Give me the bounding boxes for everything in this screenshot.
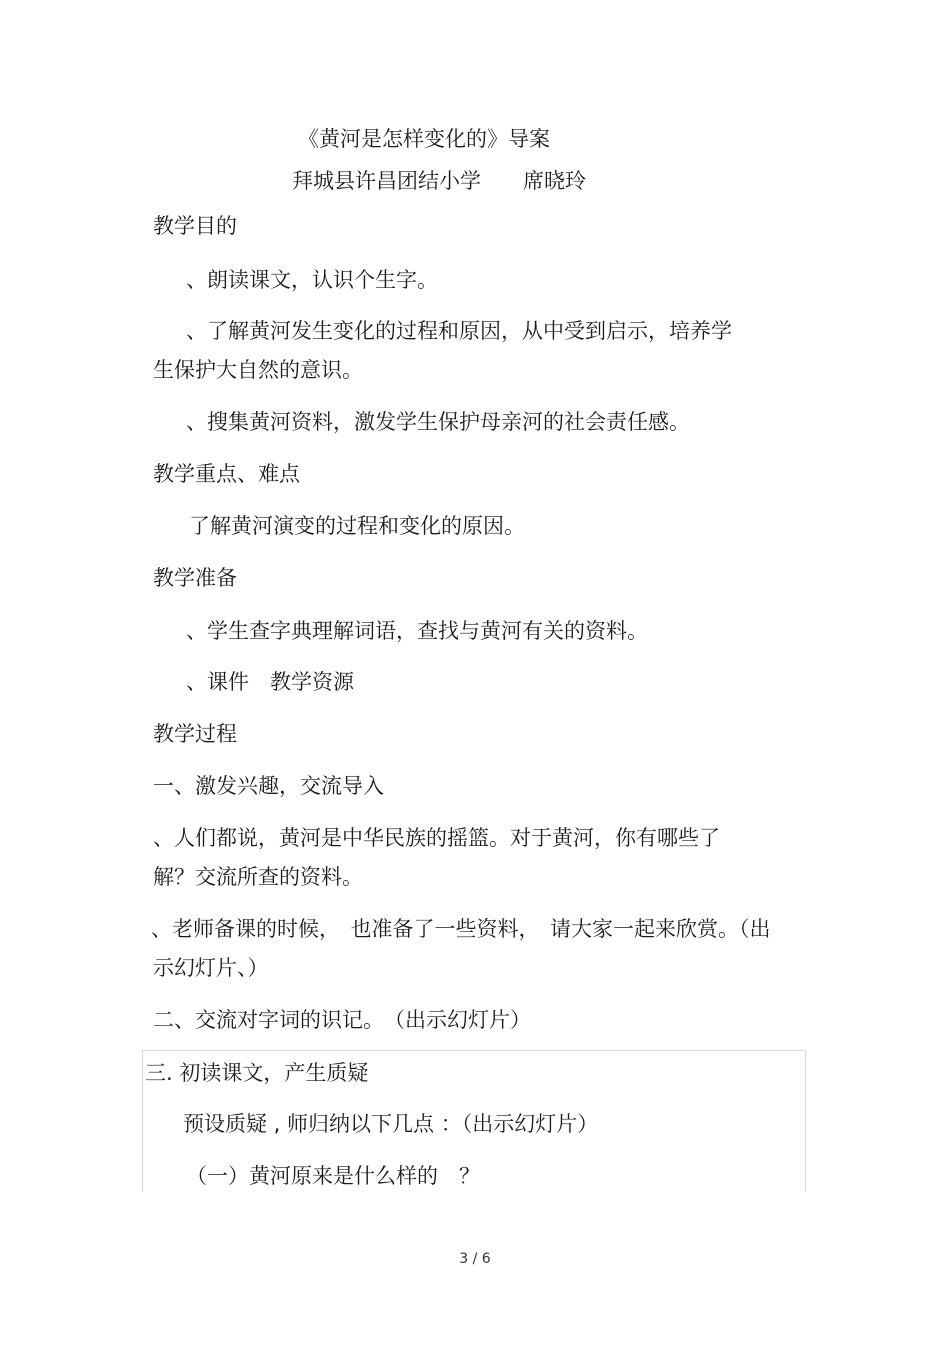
step2-heading: 二、交流对字词的识记。 （出示幻灯片） (153, 1008, 531, 1032)
goal-item-1: 、朗读课文，认识个生字。 (186, 268, 438, 292)
step1-heading: 一、激发兴趣，交流导入 (153, 774, 384, 798)
page-number: 3 / 6 (459, 1251, 491, 1267)
author-line: 拜城县许昌团结小学 席晓玲 (292, 169, 586, 193)
step1-item2-line2: 示幻灯片、） (153, 956, 269, 980)
step3-text: 预设质疑 , 师归纳以下几点 ：（出示幻灯片） (183, 1112, 599, 1136)
goal-item-2-line1: 、了解黄河发生变化的过程和原因，从中受到启示，培养学 (186, 319, 732, 343)
prep-item-2: 、课件 教学资源 (186, 670, 354, 694)
step3-question-1: （一）黄河原来是什么样的 ？ (186, 1164, 480, 1188)
goal-item-3: 、搜集黄河资料，激发学生保护母亲河的社会责任感。 (186, 410, 690, 434)
key-points-heading: 教学重点、难点 (153, 462, 300, 486)
goal-item-2-line2: 生保护大自然的意识。 (153, 358, 363, 382)
prep-item-1: 、学生查字典理解词语，查找与黄河有关的资料。 (186, 619, 648, 643)
goals-heading: 教学目的 (153, 214, 237, 238)
step1-item1-line1: 、人们都说，黄河是中华民族的摇篮。对于黄河，你有哪些了 (153, 826, 720, 850)
step1-item1-line2: 解？交流所查的资料。 (153, 865, 363, 889)
step3-heading: 三. 初读课文，产生质疑 (145, 1061, 369, 1085)
key-points-text: 了解黄河演变的过程和变化的原因。 (189, 514, 525, 538)
prep-heading: 教学准备 (153, 566, 237, 590)
process-heading: 教学过程 (153, 722, 237, 746)
document-title: 《黄河是怎样变化的》导案 (298, 127, 550, 151)
step1-item2-line1: 、老师备课的时候， 也准备了一些资料， 请大家一起来欣赏。（出 (151, 917, 771, 941)
